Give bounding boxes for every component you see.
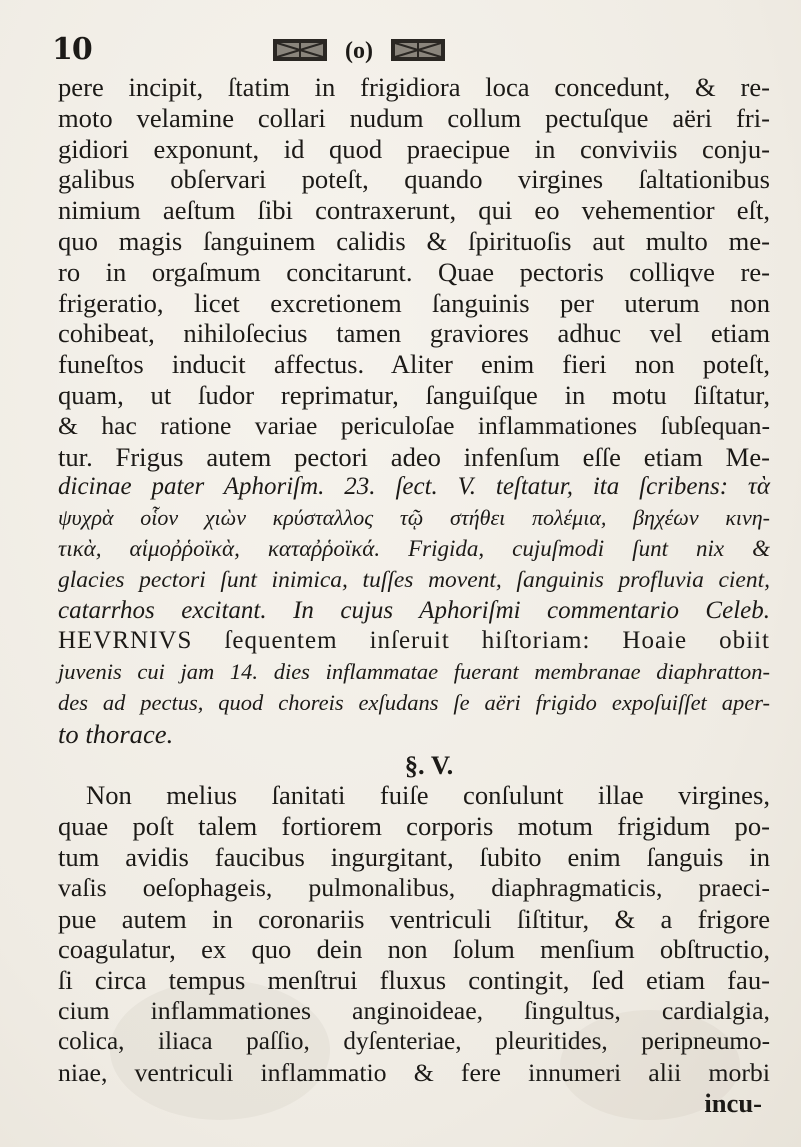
page-header [52, 30, 752, 70]
text-line: quo magis ſanguinem calidis & ſpirituoſis aut multo me- [58, 225, 770, 256]
text-line: quae poſt talem fortiorem corporis motum frigidum po- [58, 811, 770, 842]
text-line: cohibeat, nihiloſecius tamen graviores adhuc vel etiam [58, 318, 770, 349]
text-line: quam, ut ſudor reprimatur, ſanguiſque in motu ſiſtatur, [58, 379, 770, 410]
text-line: Non melius ſanitati fuiſe conſulunt illae virgines, [86, 780, 770, 811]
text-line: ro in orgaſmum concitarunt. Quae pectoris colliqve re- [58, 256, 770, 287]
text-line: funeſtos inducit affectus. Aliter enim fieri non poteſt, [58, 349, 770, 380]
text-line: ſi circa tempus menſtrui fluxus contingit, ſed etiam fau- [58, 965, 770, 996]
catchword: incu- [704, 1088, 762, 1119]
page-number: 10 [52, 32, 92, 67]
text-line: nimium aeſtum ſibi contraxerunt, qui eo vehementior eſt, [58, 195, 770, 226]
text-line: gidiori exponunt, id quod praecipue in conviviis conju- [58, 133, 770, 164]
text-line: frigeratio, licet excretionem ſanguinis per uterum non [58, 287, 770, 318]
text-line: catarrhos excitant. In cujus Aphoriſmi commentario Celeb. [58, 596, 770, 624]
text-line: vaſis oeſophageis, pulmonalibus, diaphragmaticis, praeci- [58, 872, 770, 902]
greek-quote-line: ψυχρὰ οἷον χιὼν κρύσταλλος τῷ στήθει πολέμια, βηχέων κινη- [58, 505, 770, 531]
text-line: HEVRNIVS ſequentem inſeruit hiſtoriam: Hoaie obiit [58, 627, 770, 655]
text-line: tum avidis faucibus ingurgitant, ſubito enim ſanguis in [58, 841, 770, 872]
text-line: galibus obſervari poteſt, quando virgines ſaltationibus [58, 164, 770, 195]
text-line: des ad pectus, quod choreis exſudans ſe aëri frigido expoſuiſſet aper- [58, 689, 770, 715]
body-text [58, 72, 770, 1119]
section-heading: §. V. [404, 749, 454, 780]
text-line: colica, iliaca paſſio, dyſenteriae, pleuritides, peripneumo- [58, 1027, 770, 1055]
text-line: dicinae pater Aphoriſm. 23. ſect. V. teſtatur, ita ſcribens: τὰ [58, 473, 770, 501]
text-line: pere incipit, ſtatim in frigidiora loca concedunt, & re- [58, 72, 770, 102]
text-line: juvenis cui jam 14. dies inflammatae fuerant membranae diaphratton- [58, 659, 770, 685]
text-line: tur. Frigus autem pectori adeo infenſum eſſe etiam Me- [58, 441, 770, 472]
text-line: niae, ventriculi inflammatio & fere innumeri alii morbi [58, 1057, 770, 1087]
text-line: cium inflammationes anginoideae, ſingultus, cardialgia, [58, 995, 770, 1025]
greek-quote-line: τικὰ, αἱμοῤῥοϊκὰ, καταῤῥοϊκά. Frigida, cujuſmodi ſunt nix & [58, 535, 770, 561]
text-line: glacies pectori ſunt inimica, tuſſes movent, ſanguinis profluvia cient, [58, 566, 770, 593]
text-line: & hac ratione variae periculoſae inflammationes ſubſequan- [58, 410, 770, 440]
text-line: to thorace. [58, 718, 174, 749]
ornament-center-text: (o) [345, 38, 373, 64]
text-line: coagulatur, ex quo dein non ſolum menſium obſtructio, [58, 934, 770, 965]
text-line: moto velamine collari nudum collum pectuſque aëri fri- [58, 102, 770, 133]
text-line: pue autem in coronariis ventriculi ſiſtitur, & a frigore [58, 903, 770, 934]
printer-ornament-icon [269, 36, 449, 64]
